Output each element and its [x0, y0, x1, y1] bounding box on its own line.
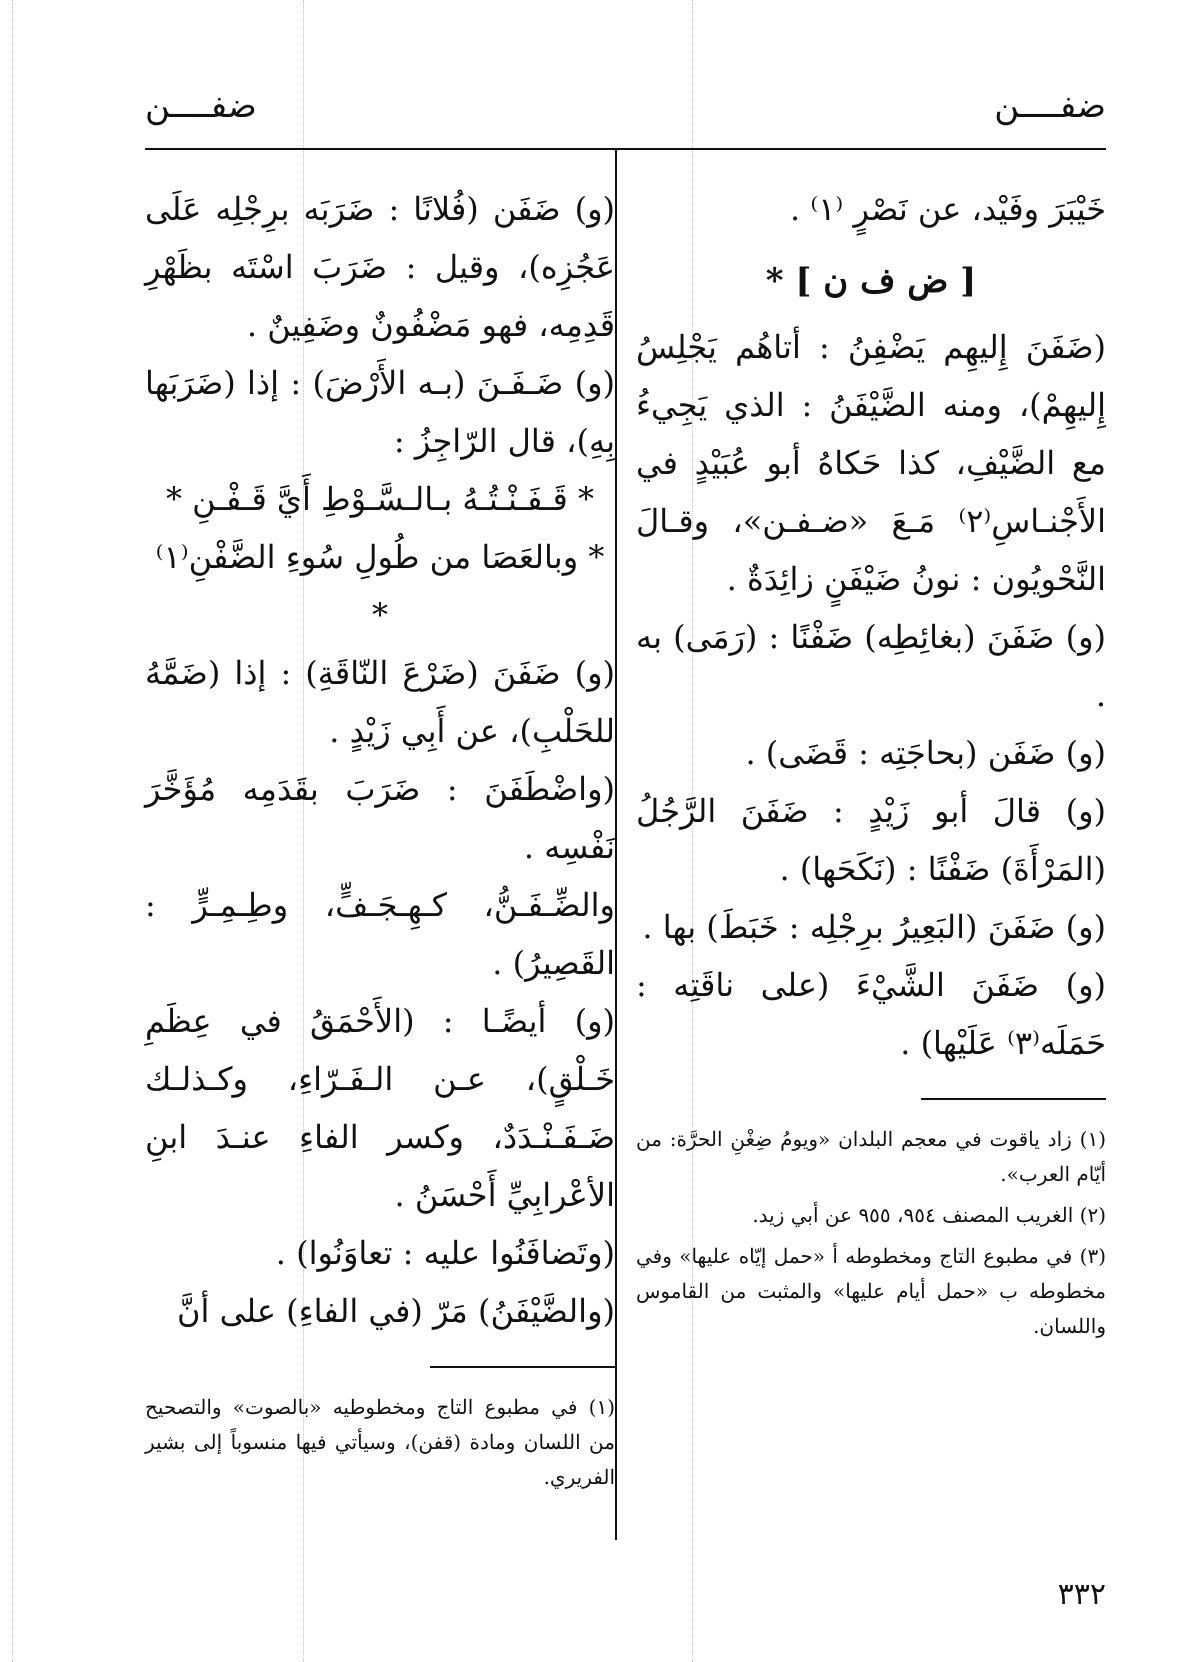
footnote: (٢) الغريب المصنف ٩٥٤، ٩٥٥ عن أبي زيد. [752, 1203, 1106, 1227]
scan-dotted-line [12, 0, 13, 1662]
column-divider [615, 150, 617, 1540]
paragraph: (والضَّيْفَنُ) مَرّ (في الفاءِ) على أنَّ [177, 1292, 615, 1330]
paragraph: والضِّـفَـنُّ، كـهِـجَـفٍّ، وطِـمِـرٍّ : القَصِيرُ) . [145, 886, 615, 982]
paragraph: (و) قالَ أبو زَيْدٍ : ضَفَنَ الرَّجُلُ (المَرْأَةَ) ضَفْنًا : (نَكَحَها) . [636, 792, 1106, 888]
verse-line: * قَـفَـنْـتُـهُ بـالـسَّـوْطِ أَيَّ قَـفْـنِ * [165, 480, 595, 518]
footnote-rule [430, 1366, 615, 1368]
paragraph: (و) ضَفَنَ (ضَرْعَ النّاقَةِ) : إذا (ضَمَّهُ للحَلْبِ)، عن أَبِي زَيْدٍ . [145, 654, 615, 750]
paragraph: (وتَضافَنُوا عليه : تعاوَنُوا) . [275, 1234, 615, 1272]
entry-heading: [ ض ف ن ] * [765, 261, 977, 301]
paragraph: (و) ضَفَنَ (البَعِيرُ برِجْلِه : خَبَطَ) بها . [642, 908, 1106, 946]
paragraph: (و) ضَفَنَ (بغائِطِه) ضَفْنًا : (رَمَى) به . [636, 618, 1106, 714]
footnote: (١) في مطبوع التاج ومخطوطيه «بالصوت» والتصحيح من اللسان ومادة (قفن)، وسيأتي فيها منسوباً إلى بشير الفريري. [145, 1395, 615, 1489]
running-header-right: ضفــــن [994, 86, 1106, 126]
paragraph: (و) ضَفَنَ الشَّيْءَ (على ناقَتِه : حَمَلَه⁽٣⁾ عَلَيْها) . [636, 966, 1106, 1062]
paragraph: (و) ضَـفَـنَ (بـه الأَرْضَ) : إذا (ضَرَبَها بِهِ)، قال الرّاجِزُ : [145, 364, 615, 460]
paragraph: (و) ضَفَن (بحاجَتِه : قَضَى) . [745, 734, 1106, 772]
verse-line: * وبالعَصَا من طُولِ سُوءِ الضَّفْنِ⁽١⁾ * [155, 538, 605, 634]
footnote: (١) زاد ياقوت في معجم البلدان «ويومُ ضِغْنِ الحرَّة: من أيّام العرب». [636, 1127, 1106, 1186]
paragraph: (واضْطَفَنَ : ضَرَبَ بقَدَمِه مُؤَخَّرَ نَفْسِه . [145, 770, 615, 866]
left-column [145, 180, 615, 1501]
header-rule [145, 148, 1106, 150]
footnote-rule [921, 1098, 1106, 1100]
paragraph: خَيْبَرَ وفَيْد، عن نَصْرٍ ⁽١⁾ . [790, 190, 1106, 228]
page-number: ٣٣٢ [1057, 1577, 1106, 1612]
right-column [636, 180, 1106, 1350]
paragraph: (و) ضَفَن (فُلانًا : ضَرَبَه برِجْلِه عَلَى عَجُزِه)، وقيل : ضَرَبَ اسْتَه بظَهْرِ قَدِمِه، فهو مَضْفُونٌ وضَفِينٌ . [145, 190, 615, 344]
running-header-left: ضفــــن [145, 86, 257, 126]
paragraph: (و) أيضًـا : (الأَحْمَقُ في عِظَمِ خَـلْقٍ)، عـن الـفَـرّاءِ، وكـذلـك ضَـفَـنْـدَدٌ، وكسر الفاءِ عنـدَ ابنِ الأعْرابِيِّ أَحْسَنُ . [145, 1002, 615, 1214]
footnote: (٣) في مطبوع التاج ومخطوطه أ «حمل إيّاه عليها» وفي مخطوطه ب «حمل أيام عليها» والمثبت من القاموس واللسان. [636, 1244, 1106, 1338]
paragraph: (ضَفَنَ إِليهِم يَضْفِنُ : أتاهُم يَجْلِسُ إِليهِمْ)، ومنه الضَّيْفَنُ : الذي يَجِيءُ مع الضَّيْفِ، كذا حَكاهُ أبو عُبَيْدٍ في الأَجْنـاسِ⁽٢⁾ مَـعَ «ضـفـن»، وقـالَ النَّحْويُون : نونُ ضَيْفَنٍ زائِدَةٌ . [636, 328, 1106, 598]
